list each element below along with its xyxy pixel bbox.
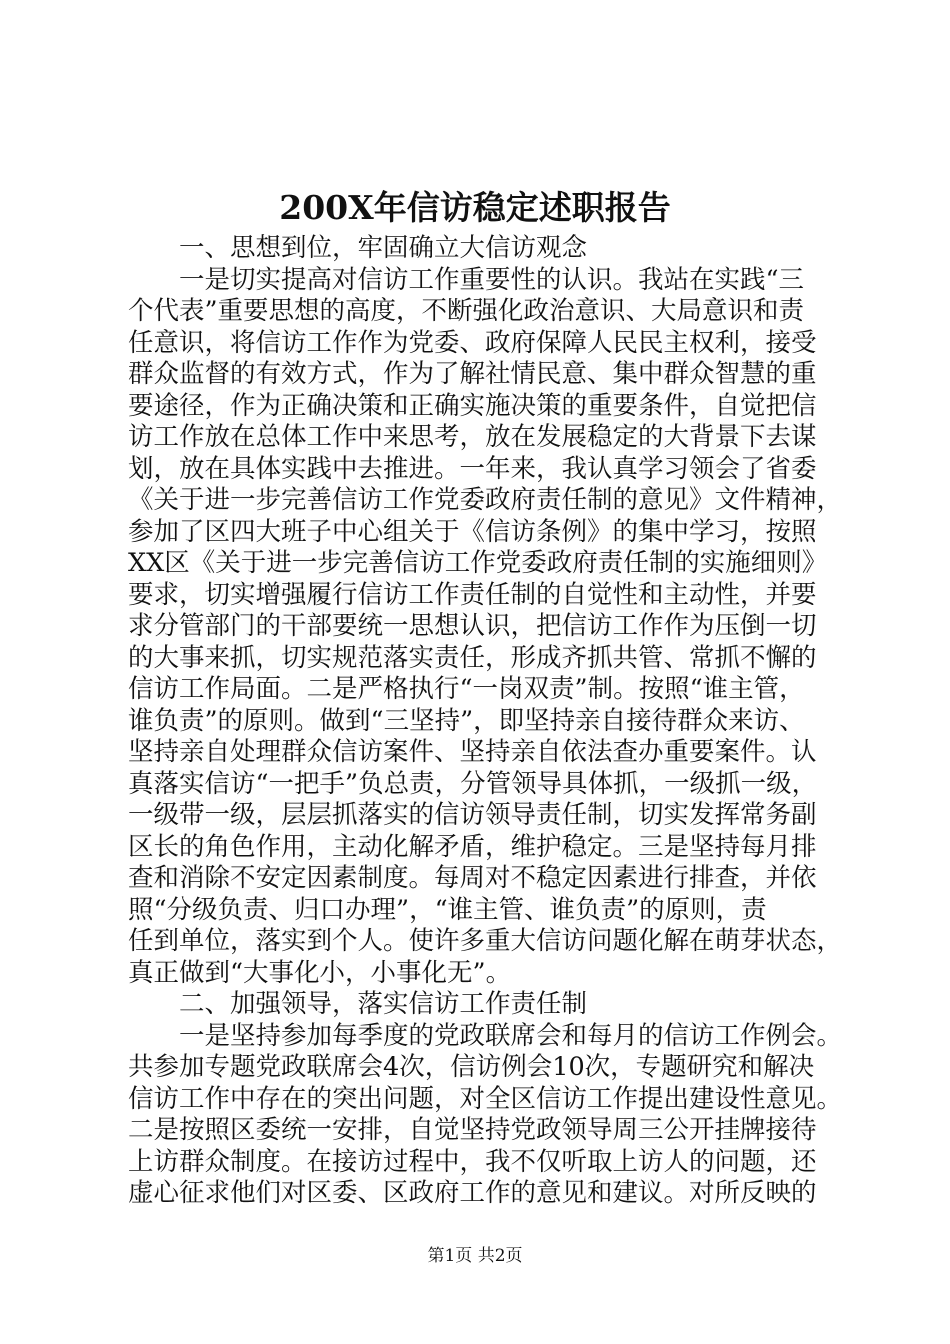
- paragraph-line: 要求，切实增强履行信访工作责任制的自觉性和主动性，并要: [128, 579, 817, 610]
- paragraph-line: 任到单位，落实到个人。使许多重大信访问题化解在萌芽状态，: [128, 926, 843, 956]
- paragraph-line: 真落实信访“一把手”负总责，分管领导具体抓，一级抓一级，: [128, 768, 818, 799]
- paragraph-line: 要途径，作为正确决策和正确实施决策的重要条件，自觉把信: [128, 390, 817, 421]
- paragraph-line: 真正做到“大事化小，小事化无”。: [128, 957, 512, 988]
- paragraph-line: 求分管部门的干部要统一思想认识，把信访工作作为压倒一切: [128, 611, 817, 641]
- paragraph-line: 划，放在具体实践中去推进。一年来，我认真学习领会了省委: [128, 453, 817, 484]
- section-heading-1: 一、思想到位，牢固确立大信访观念: [179, 233, 588, 263]
- paragraph-line: 查和消除不安定因素制度。每周对不稳定因素进行排查，并依: [128, 863, 817, 893]
- page-footer: 第1页 共2页: [427, 1246, 523, 1266]
- paragraph-line: 《关于进一步完善信访工作党委政府责任制的意见》文件精神，: [128, 485, 843, 515]
- paragraph-line: 共参加专题党政联席会4次，信访例会10次，专题研究和解决: [128, 1052, 815, 1082]
- paragraph-line: 个代表”重要思想的高度，不断强化政治意识、大局意识和责: [128, 296, 805, 326]
- paragraph-line: 任意识，将信访工作作为党委、政府保障人民民主权利，接受: [128, 327, 817, 358]
- paragraph-line: 区长的角色作用，主动化解矛盾，维护稳定。三是坚持每月排: [128, 831, 817, 862]
- paragraph-line: 一级带一级，层层抓落实的信访领导责任制，切实发挥常务副: [128, 800, 817, 830]
- paragraph-line: 信访工作中存在的突出问题，对全区信访工作提出建设性意见。: [128, 1083, 843, 1114]
- document-title: 200X年信访稳定述职报告: [279, 188, 671, 227]
- paragraph-line: 上访群众制度。在接访过程中，我不仅听取上访人的问题，还: [128, 1146, 817, 1177]
- paragraph-line: 群众监督的有效方式，作为了解社情民意、集中群众智慧的重: [128, 359, 817, 389]
- paragraph-line: 一是坚持参加每季度的党政联席会和每月的信访工作例会。: [179, 1020, 843, 1051]
- paragraph-line: 访工作放在总体工作中来思考，放在发展稳定的大背景下去谋: [128, 422, 817, 452]
- paragraph-line: 一是切实提高对信访工作重要性的认识。我站在实践“三: [179, 264, 805, 295]
- document-body: [128, 233, 858, 1210]
- paragraph-line: 谁负责”的原则。做到“三坚持”，即坚持亲自接待群众来访、: [128, 705, 805, 736]
- paragraph-line: 的大事来抓，切实规范落实责任，形成齐抓共管、常抓不懈的: [128, 642, 817, 673]
- section-heading-2: 二、加强领导，落实信访工作责任制: [179, 989, 588, 1019]
- paragraph-line: 虚心征求他们对区委、区政府工作的意见和建议。对所反映的: [128, 1178, 817, 1208]
- paragraph-line: 坚持亲自处理群众信访案件、坚持亲自依法查办重要案件。认: [128, 737, 817, 767]
- paragraph-line: 二是按照区委统一安排，自觉坚持党政领导周三公开挂牌接待: [128, 1115, 817, 1145]
- paragraph-line: 参加了区四大班子中心组关于《信访条例》的集中学习，按照: [128, 516, 817, 547]
- paragraph-line: 信访工作局面。二是严格执行“一岗双责”制。按照“谁主管，: [128, 674, 805, 704]
- paragraph-line: XX区《关于进一步完善信访工作党委政府责任制的实施细则》: [128, 548, 828, 578]
- paragraph-line: 照“分级负责、归口办理”，“谁主管、谁负责”的原则，责: [128, 894, 767, 925]
